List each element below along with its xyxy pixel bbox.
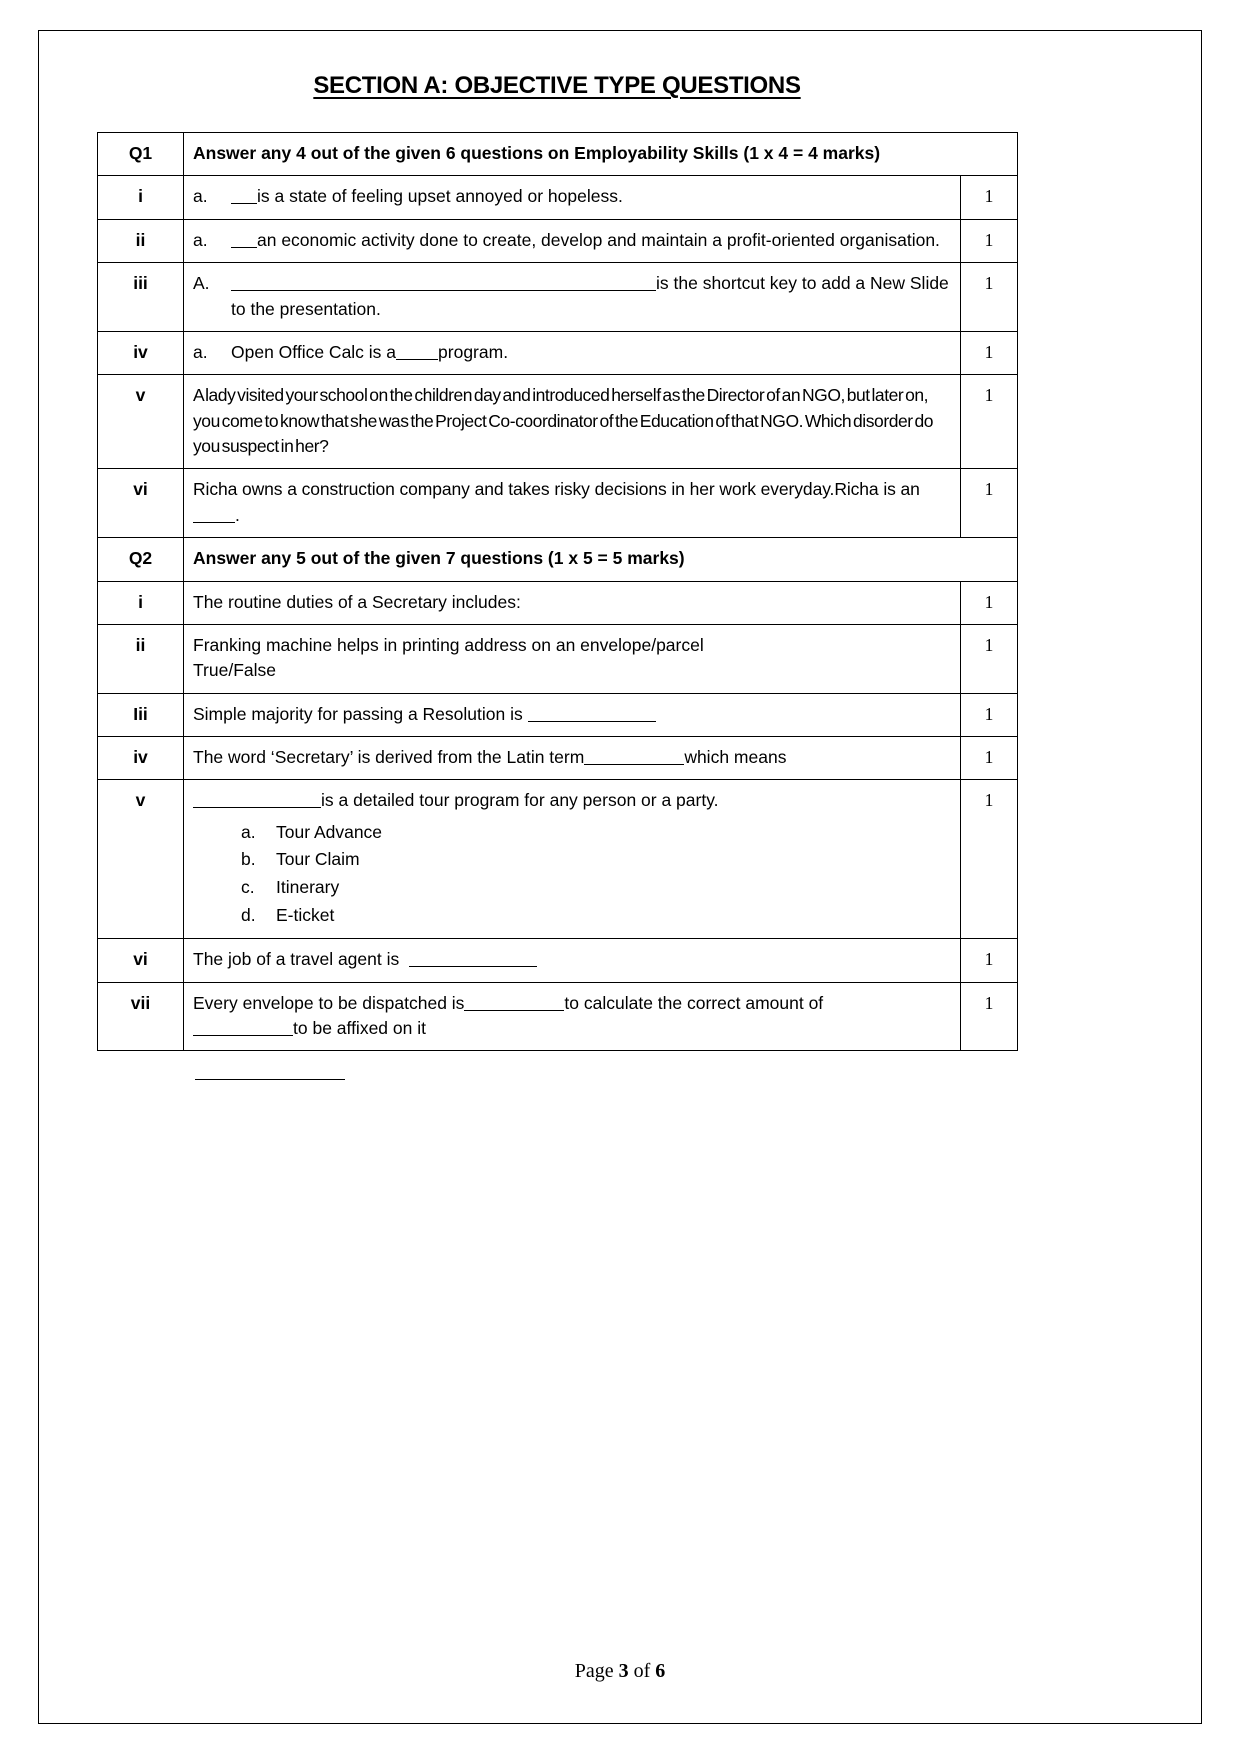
row-marks: 1 bbox=[961, 331, 1018, 374]
question-text: is a state of feeling upset annoyed or hopeless. bbox=[231, 184, 951, 209]
table-row bbox=[98, 469, 1018, 538]
row-marks: 1 bbox=[961, 263, 1018, 332]
row-body bbox=[184, 331, 961, 374]
option-marker: c. bbox=[241, 877, 255, 898]
row-number: iv bbox=[98, 331, 184, 374]
table-row bbox=[98, 780, 1018, 939]
row-number: iv bbox=[98, 737, 184, 780]
answer-blank bbox=[231, 290, 656, 291]
row-marks: 1 bbox=[961, 469, 1018, 538]
option-marker: a. bbox=[193, 341, 208, 362]
row-number: v bbox=[98, 375, 184, 469]
row-body bbox=[184, 176, 961, 219]
list-item bbox=[241, 874, 951, 902]
option-marker: a. bbox=[193, 229, 208, 250]
row-body bbox=[184, 219, 961, 262]
question-text: an economic activity done to create, develop and maintain a profit-oriented organisation. bbox=[231, 228, 951, 253]
row-body bbox=[184, 693, 961, 736]
question-text: Open Office Calc is a program. bbox=[231, 341, 509, 362]
answer-blank bbox=[193, 522, 235, 523]
option-marker: a. bbox=[241, 821, 256, 842]
option-label: Tour Advance bbox=[276, 821, 383, 842]
row-body bbox=[184, 624, 961, 693]
row-marks: 1 bbox=[961, 375, 1018, 469]
answer-blank bbox=[584, 764, 684, 765]
row-marks: 1 bbox=[961, 939, 1018, 982]
answer-blank bbox=[193, 1035, 293, 1036]
option-list bbox=[193, 819, 951, 930]
page-content bbox=[97, 72, 1017, 1083]
row-marks: 1 bbox=[961, 693, 1018, 736]
row-marks: 1 bbox=[961, 219, 1018, 262]
row-number: v bbox=[98, 780, 184, 939]
row-marks: 1 bbox=[961, 780, 1018, 939]
table-row bbox=[98, 624, 1018, 693]
table-row bbox=[98, 693, 1018, 736]
q1-table bbox=[97, 132, 1018, 1051]
row-body bbox=[184, 263, 961, 332]
footer-current-page: 3 bbox=[618, 1660, 629, 1682]
option-marker: b. bbox=[241, 849, 256, 870]
answer-blank bbox=[409, 966, 537, 967]
row-number: ii bbox=[98, 624, 184, 693]
row-body bbox=[184, 939, 961, 982]
question-text: is a detailed tour program for any person or a party. bbox=[193, 788, 951, 813]
question-text: is the shortcut key to add a New Slide to the presentation. bbox=[231, 273, 949, 319]
question-text: The job of a travel agent is bbox=[193, 949, 537, 969]
true-false-prompt: True/False bbox=[193, 660, 276, 681]
row-marks: 1 bbox=[961, 982, 1018, 1051]
row-number: vi bbox=[98, 939, 184, 982]
table-row bbox=[98, 263, 1018, 332]
row-body bbox=[184, 780, 961, 939]
table-row bbox=[98, 331, 1018, 374]
row-number: Iii bbox=[98, 693, 184, 736]
option-label: E-ticket bbox=[276, 904, 335, 925]
row-body bbox=[184, 982, 961, 1051]
option-marker: a. bbox=[193, 186, 208, 207]
answer-blank bbox=[464, 1010, 564, 1011]
row-body bbox=[184, 469, 961, 538]
q2-heading: Answer any 5 out of the given 7 questions (1 x 5 = 5 marks) bbox=[184, 538, 1018, 581]
row-body: The routine duties of a Secretary includes: bbox=[184, 581, 961, 624]
q2-number: Q2 bbox=[98, 538, 184, 581]
answer-blank bbox=[396, 359, 438, 360]
footer-middle: of bbox=[628, 1660, 656, 1682]
row-body: A lady visited your school on the children day and introduced herself as the Director of an NGO, but later on, you come to know that she was the Project Co-coordinator of the Education of that NGO. Which disorder do you suspect in her? bbox=[184, 375, 961, 469]
table-row bbox=[98, 176, 1018, 219]
trailing-answer-blank bbox=[195, 1065, 1017, 1083]
table-row-q1-header bbox=[98, 133, 1018, 176]
row-body bbox=[184, 737, 961, 780]
list-item bbox=[241, 846, 951, 874]
row-number: iii bbox=[98, 263, 184, 332]
option-label: Tour Claim bbox=[276, 849, 360, 870]
list-item bbox=[241, 902, 951, 930]
question-text: The word ‘Secretary’ is derived from the Latin term which means bbox=[193, 747, 787, 767]
table-row bbox=[98, 737, 1018, 780]
footer-prefix: Page bbox=[574, 1660, 619, 1682]
question-text: Franking machine helps in printing address on an envelope/parcel bbox=[193, 634, 704, 655]
answer-blank bbox=[231, 247, 257, 248]
row-number: i bbox=[98, 581, 184, 624]
table-row bbox=[98, 581, 1018, 624]
q1-number: Q1 bbox=[98, 133, 184, 176]
list-item bbox=[241, 819, 951, 847]
question-text: Every envelope to be dispatched is to calculate the correct amount of bbox=[193, 992, 824, 1013]
row-marks: 1 bbox=[961, 624, 1018, 693]
page-title: SECTION A: OBJECTIVE TYPE QUESTIONS bbox=[313, 72, 801, 99]
q1-heading: Answer any 4 out of the given 6 questions on Employability Skills (1 x 4 = 4 marks) bbox=[184, 133, 1018, 176]
row-marks: 1 bbox=[961, 737, 1018, 780]
answer-blank bbox=[193, 807, 321, 808]
answer-blank bbox=[528, 721, 656, 722]
table-row bbox=[98, 939, 1018, 982]
row-number: vi bbox=[98, 469, 184, 538]
table-row bbox=[98, 219, 1018, 262]
row-number: vii bbox=[98, 982, 184, 1051]
table-row bbox=[98, 375, 1018, 469]
row-number: i bbox=[98, 176, 184, 219]
option-marker: d. bbox=[241, 904, 256, 925]
answer-blank bbox=[231, 203, 257, 204]
row-number: ii bbox=[98, 219, 184, 262]
row-marks: 1 bbox=[961, 176, 1018, 219]
table-row bbox=[98, 982, 1018, 1051]
option-label: Itinerary bbox=[276, 877, 340, 898]
footer-total-pages: 6 bbox=[655, 1660, 666, 1682]
row-marks: 1 bbox=[961, 581, 1018, 624]
table-row-q2-header bbox=[98, 538, 1018, 581]
option-marker: A. bbox=[193, 273, 210, 294]
answer-blank bbox=[195, 1079, 345, 1080]
question-text: Simple majority for passing a Resolution is bbox=[193, 704, 656, 724]
page-footer bbox=[0, 1660, 1240, 1683]
question-text-cont: to be affixed on it bbox=[193, 1016, 951, 1041]
question-text: Richa owns a construction company and takes risky decisions in her work everyday.Richa is an. bbox=[193, 479, 920, 525]
